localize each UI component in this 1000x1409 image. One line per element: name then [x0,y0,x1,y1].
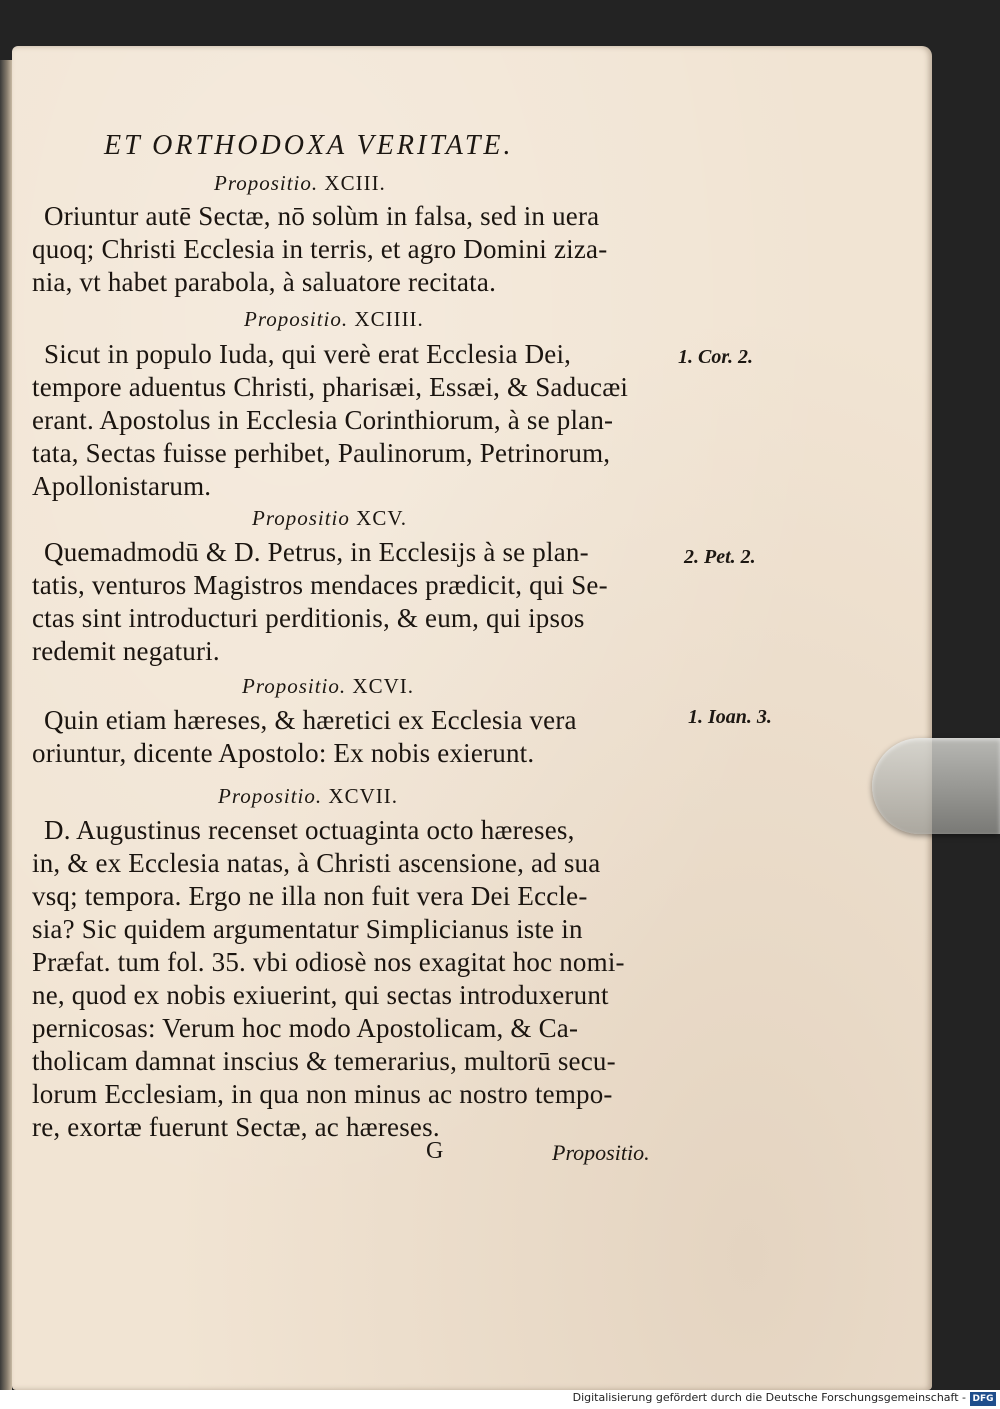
proposition-heading [214,171,386,196]
text-line: oriuntur, dicente Apostolo: Ex nobis exierunt. [32,738,535,768]
text-line: tata, Sectas fuisse perhibet, Paulinorum, Petrinorum, [32,438,611,468]
text-line: ctas sint introducturi perditionis, & eum, qui ipsos [32,603,585,633]
book-page [12,46,932,1390]
text-line: erant. Apostolus in Ecclesia Corinthiorum, à se plan- [32,405,614,435]
catchword: Propositio. [552,1140,650,1165]
text-line: tholicam damnat inscius & temerarius, multorū secu- [32,1046,616,1076]
facing-page-edge [0,60,12,1390]
text-line: re, exortæ fuerunt Sectæ, ac hæreses. [32,1112,440,1142]
signature-mark: G [426,1138,444,1164]
proposition-number: XCV. [356,506,408,530]
text-line: Quemadmodū & D. Petrus, in Ecclesijs à se plan- [44,537,589,567]
text-line: in, & ex Ecclesia natas, à Christi ascensione, ad sua [32,848,601,878]
text-line: sia? Sic quidem argumentatur Simplicianus iste in [32,914,583,944]
text-line: vsq; tempora. Ergo ne illa non fuit vera Dei Eccle- [32,881,588,911]
proposition-label: Propositio. [214,171,319,195]
margin-reference: 2. Pet. 2. [684,546,756,568]
text-line: Sicut in populo Iuda, qui verè erat Ecclesia Dei, [44,339,572,369]
proposition-label: Propositio. [244,307,349,331]
proposition-number: XCIII. [324,171,386,195]
dfg-logo-icon[interactable]: DFG [970,1392,996,1406]
text-line: ne, quod ex nobis exiuerint, qui sectas introduxerunt [32,980,609,1010]
text-line: tatis, venturos Magistros mendaces prædicit, qui Se- [32,570,608,600]
proposition-label: Propositio. [242,674,347,698]
text-line: redemit negaturi. [32,636,220,666]
text-line: tempore aduentus Christi, pharisæi, Essæi, & Saducæi [32,372,629,402]
proposition-number: XCVI. [352,674,414,698]
proposition-label: Propositio. [218,784,323,808]
proposition-label: Propositio [252,506,350,530]
text-line: nia, vt habet parabola, à saluatore recitata. [32,267,497,297]
proposition-number: XCIIII. [354,307,424,331]
margin-reference: 1. Ioan. 3. [688,706,772,728]
text-line: Oriuntur autē Sectæ, nō solùm in falsa, sed in uera [44,201,600,231]
page-clip [872,738,1000,834]
proposition-number: XCVII. [328,784,398,808]
text-line: pernicosas: Verum hoc modo Apostolicam, & Ca- [32,1013,579,1043]
footer-credit: Digitalisierung gefördert durch die Deutsche Forschungsgemeinschaft - [572,1391,966,1404]
text-line: lorum Ecclesiam, in qua non minus ac nostro tempo- [32,1079,613,1109]
proposition-heading [218,784,398,809]
margin-reference: 1. Cor. 2. [678,346,754,368]
proposition-heading [252,506,407,531]
text-line: Quin etiam hæreses, & hæretici ex Ecclesia vera [44,705,577,735]
proposition-heading [242,674,414,699]
running-header: ET ORTHODOXA VERITATE. [104,130,514,161]
proposition-heading [244,307,424,332]
text-line: Præfat. tum fol. 35. vbi odiosè nos exagitat hoc nomi- [32,947,625,977]
text-line: Apollonistarum. [32,471,212,501]
text-line: D. Augustinus recenset octuaginta octo hæreses, [44,815,575,845]
text-line: quoq; Christi Ecclesia in terris, et agro Domini ziza- [32,234,608,264]
